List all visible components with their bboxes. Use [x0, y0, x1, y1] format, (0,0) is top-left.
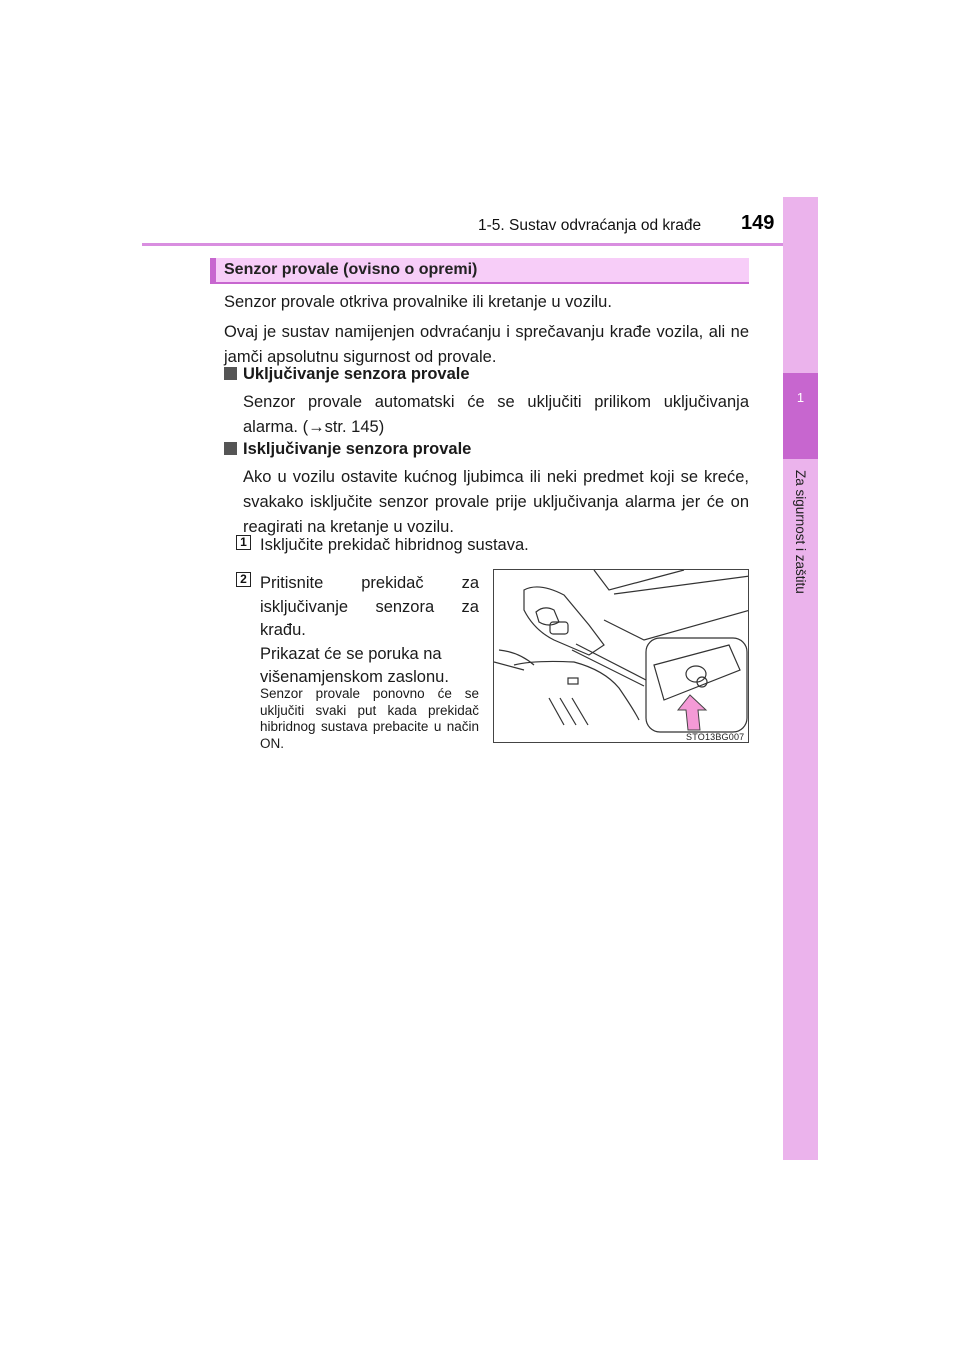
- step-1-text: Isključite prekidač hibridnog sustava.: [260, 536, 529, 554]
- bullet-body: Senzor provale automatski će se uključiti prilikom uključivanja alarma. (→str. 145): [243, 393, 749, 436]
- chapter-title: Za sigurnost i zaštitu: [793, 470, 808, 594]
- square-bullet-icon: [224, 442, 237, 455]
- header-section-title: 1-5. Sustav odvraćanja od krađe: [478, 217, 702, 234]
- bullet-text-disable: Ako u vozilu ostavite kućnog ljubimca ili neki predmet koji se kreće, svakako isključite senzor provale prije uključivanja alarma jer će on reagirati na kretanje u vozilu.: [243, 468, 749, 536]
- bullet-title: Uključivanje senzora provale: [243, 365, 470, 383]
- chapter-number: 1: [796, 390, 805, 405]
- step-2-badge: 2: [236, 572, 251, 587]
- chapter-active-tab[interactable]: [783, 373, 818, 459]
- step-2-note: Senzor provale ponovno će se uključiti svaki put kada prekidač hibridnog sustava prebacite u način ON.: [260, 686, 479, 751]
- figure-code: STO13BG007: [686, 732, 745, 742]
- intro-paragraph-1: Senzor provale otkriva provalnike ili kretanje u vozilu.: [224, 293, 612, 311]
- header-rule: [142, 243, 818, 246]
- section-heading: Senzor provale (ovisno o opremi): [210, 258, 749, 284]
- square-bullet-icon: [224, 367, 237, 380]
- page-number: 149: [741, 212, 775, 234]
- step-2-instruction: Pritisnite prekidač za isključivanje senzora za krađu.: [260, 574, 479, 639]
- bullet-title: Isključivanje senzora provale: [243, 440, 472, 458]
- overhead-console-illustration: [493, 569, 749, 743]
- intro-paragraph-2: Ovaj je sustav namijenjen odvraćanju i sprečavanju krađe vozila, ali ne jamči apsolutnu sigurnost od provale.: [224, 323, 749, 366]
- step-1-badge: 1: [236, 535, 251, 550]
- chapter-side-strip: [783, 197, 818, 1160]
- bullet-heading-enable: [224, 365, 470, 384]
- press-arrow-icon: [678, 695, 706, 730]
- step-2-text: [260, 572, 479, 690]
- bullet-text-enable: [243, 390, 749, 440]
- step-2-result: Prikazat će se poruka na višenamjenskom zaslonu.: [260, 644, 449, 686]
- bullet-heading-disable: [224, 440, 471, 459]
- console-drawing: [494, 570, 749, 743]
